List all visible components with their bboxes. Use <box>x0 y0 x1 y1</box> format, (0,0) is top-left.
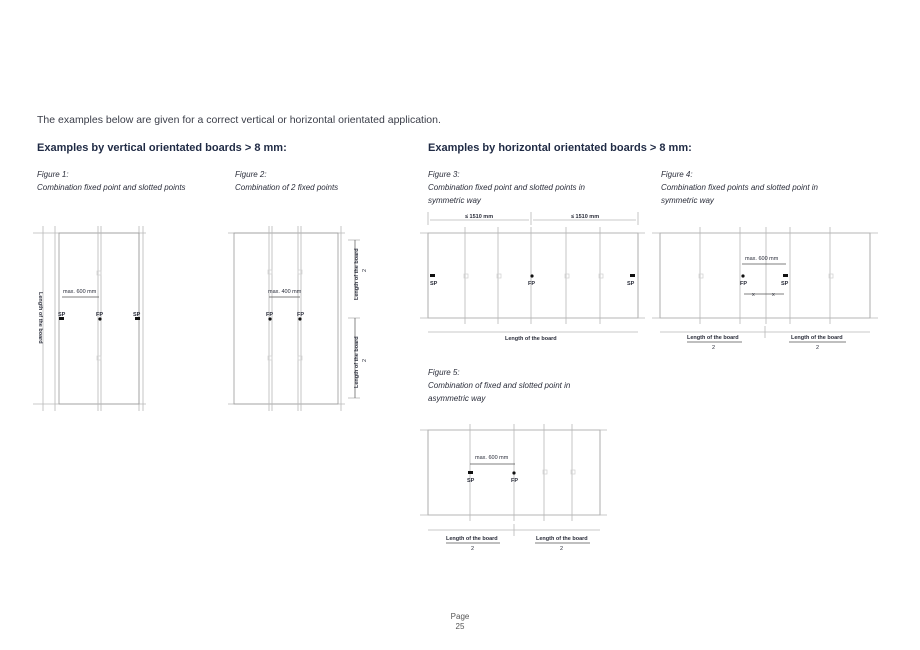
fig3-fp: FP <box>528 281 536 287</box>
fig5-max600: max. 600 mm <box>475 455 509 461</box>
fig4-fp: FP <box>740 281 748 287</box>
fig4-x-left: x <box>752 292 755 298</box>
figure-2-label: Figure 2: <box>235 170 267 179</box>
fig4-max600: max. 600 mm <box>745 256 779 262</box>
page-number <box>440 612 480 632</box>
fig5-length-left: Length of the board <box>446 536 498 542</box>
fig3-dim-left: ≤ 1510 mm <box>465 214 494 220</box>
fig2-fp-right: FP <box>297 312 305 318</box>
fp-marker <box>530 274 533 277</box>
figure-5-desc: Combination of fixed and slotted point in asymmetric way <box>428 381 571 403</box>
figure-2-desc: Combination of 2 fixed points <box>235 183 339 192</box>
fig2-max400: max. 400 mm <box>268 289 302 295</box>
figure-5-label: Figure 5: <box>428 368 460 377</box>
fig4-length-right: Length of the board <box>791 335 843 341</box>
fig4-sp: SP <box>781 281 789 287</box>
fig5-half-right: 2 <box>560 546 564 552</box>
intro-text: The examples below are given for a correct vertical or horizontal orientated application. <box>37 114 441 126</box>
page-label: Page <box>450 612 470 621</box>
fig3-length-label: Length of the board <box>505 336 557 342</box>
sp-marker <box>468 471 473 474</box>
figure-3-label: Figure 3: <box>428 170 460 179</box>
fig4-x-right: x <box>772 292 775 298</box>
fig2-half-top: 2 <box>362 268 368 272</box>
fig2-length-bottom: Length of the board <box>354 336 360 388</box>
fig4-half-left: 2 <box>712 345 716 351</box>
fig3-dim-right: ≤ 1510 mm <box>571 214 600 220</box>
figure-4-drawing <box>652 227 878 338</box>
figure-4-label: Figure 4: <box>661 170 693 179</box>
fig3-sp-left: SP <box>430 281 438 287</box>
fig4-half-right: 2 <box>816 345 820 351</box>
fig5-fp: FP <box>511 478 519 484</box>
sp-marker <box>430 274 435 277</box>
fig1-length-label: Length of the board <box>37 292 43 344</box>
figure-1-drawing <box>33 226 146 411</box>
fig1-fp: FP <box>96 312 104 318</box>
sp-marker <box>783 274 788 277</box>
fig2-length-top: Length of the board <box>354 248 360 300</box>
fig2-half-bottom: 2 <box>362 358 368 362</box>
fp-marker <box>741 274 744 277</box>
figure-1-label: Figure 1: <box>37 170 69 179</box>
fig1-sp-left: SP <box>58 312 66 318</box>
sp-marker <box>630 274 635 277</box>
heading-vertical: Examples by vertical orientated boards > 8 mm: <box>37 142 287 154</box>
fig4-length-left: Length of the board <box>687 335 739 341</box>
fp-marker <box>512 471 515 474</box>
fig5-half-left: 2 <box>471 546 475 552</box>
fig2-fp-left: FP <box>266 312 274 318</box>
fig1-max600: max. 600 mm <box>63 289 97 295</box>
page-value: 25 <box>455 622 465 631</box>
figure-1-desc: Combination fixed point and slotted points <box>37 183 186 192</box>
fig5-sp: SP <box>467 478 475 484</box>
figure-3-drawing <box>420 212 645 332</box>
figure-2-drawing <box>228 226 360 411</box>
figure-4-desc: Combination fixed points and slotted point in symmetric way <box>661 183 818 205</box>
heading-horizontal: Examples by horizontal orientated boards > 8 mm: <box>428 142 692 154</box>
fig3-sp-right: SP <box>627 281 635 287</box>
fig1-sp-right: SP <box>133 312 141 318</box>
figure-3-desc: Combination fixed point and slotted points in symmetric way <box>428 183 585 205</box>
fig5-length-right: Length of the board <box>536 536 588 542</box>
